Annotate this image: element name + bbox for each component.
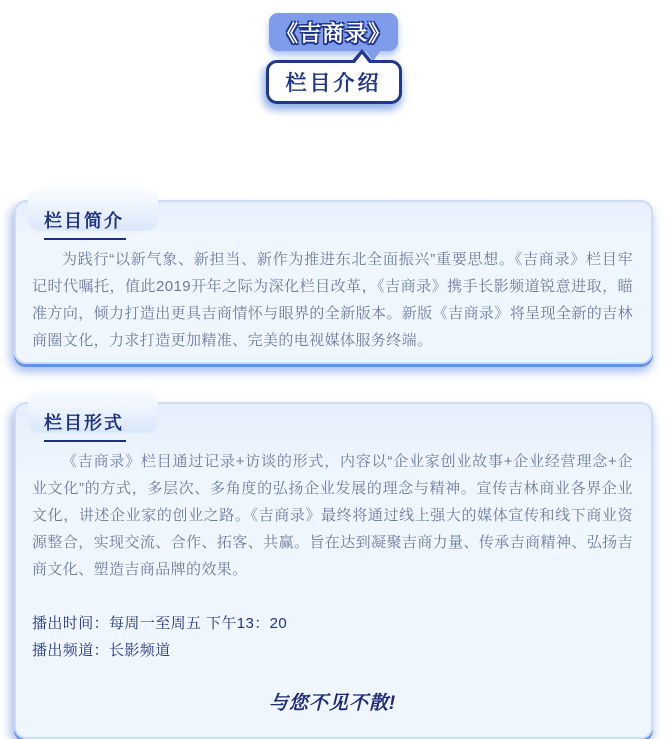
card-title-row xyxy=(44,406,633,442)
card-column-format xyxy=(14,402,653,739)
broadcast-channel-line: 播出频道：长影频道 xyxy=(32,642,171,659)
section-label-badge xyxy=(266,60,402,104)
speech-tail-up-fill-icon xyxy=(354,54,370,64)
program-title: 《吉商录》 xyxy=(275,20,391,46)
program-title-badge xyxy=(269,13,398,51)
summary-paragraph: 为践行“以新气象、新担当、新作为推进东北全面振兴”重要思想。《吉商录》栏目牢记时代嘱托，值此2019开年之际为深化栏目改革，《吉商录》携手长影频道锐意进取，瞄准方向，倾力打造出更具吉商情怀与眼界的全新版本。新版《吉商录》将呈现全新的吉林商圈文化，力求打造更加精准、完美的电视媒体服务终端。 xyxy=(32,251,633,349)
card-title-format: 栏目形式 xyxy=(44,406,126,442)
header xyxy=(0,0,667,104)
card-title-summary: 栏目简介 xyxy=(44,204,126,240)
format-paragraph: 《吉商录》栏目通过记录+访谈的形式，内容以“企业家创业故事+企业经营理念+企业文化”的方式，多层次、多角度的弘扬企业发展的理念与精神。宣传吉林商业各界企业文化，讲述企业家的创业之路。《吉商录》最终将通过线上强大的媒体宣传和线下商业资源整合，实现交流、合作、拓客、共赢。旨在达到凝聚吉商力量、传承吉商精神、弘扬吉商文化、塑造吉商品牌的效果。 xyxy=(32,453,633,578)
closing-line: 与您不见不散! xyxy=(268,693,397,714)
card-column-summary xyxy=(14,200,653,364)
card-title-row xyxy=(44,204,633,240)
section-label: 栏目介绍 xyxy=(285,72,382,95)
broadcast-time-line: 播出时间：每周一至周五 下午13：20 xyxy=(32,615,288,632)
